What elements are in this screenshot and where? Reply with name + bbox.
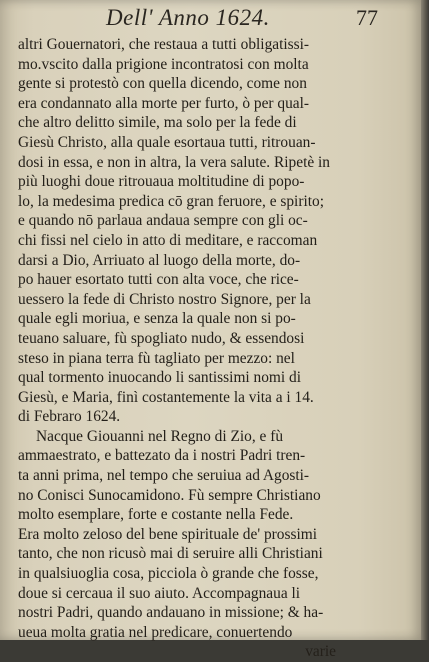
page-edge [421,0,429,640]
text-line: darsi a Dio, Arriuato al luogo della morte, do- [18,251,301,269]
text-line: no Conisci Sunocamidono. Fù sempre Christiano [18,486,321,504]
text-line: era condannato alla morte per furto, ò per qual- [18,94,310,112]
text-line: qual tormento inuocando li santissimi nomi di [18,369,301,387]
paragraph-start-line: Nacque Giouanni nel Regno di Zio, e fù [36,427,284,445]
text-line: altri Gouernatori, che restaua a tutti obligatissi- [18,36,310,53]
text-line: teuano saluare, fù spogliato nudo, & essendosi [18,329,305,347]
text-line: ammaestrato, e battezato da i nostri Padri tren- [18,447,306,465]
text-line: ta anni prima, nel tempo che seruiua ad Agosti- [18,467,310,485]
text-line: molto esemplare, forte e costante nella Fede. [18,506,294,524]
text-line: steso in piana terra fù tagliato per mezzo: nel [18,349,295,367]
text-line: lo, la medesima predica cō gran feruore, e spirito; [18,192,324,210]
text-line: che altro delitto simile, ma solo per la fede di [18,114,297,132]
text-line: po hauer esortato tutti con alta voce, che rice- [18,271,299,289]
text-line: chi fissi nel cielo in atto di meditare, e raccoman [18,231,318,249]
page-number: 77 [356,5,378,30]
text-line: Giesù, e Maria, finì costantemente la vita a i 14. [18,388,314,406]
running-head [96,5,396,33]
text-line: gente si protestò con quella dicendo, come non [18,75,307,93]
running-title: Dell' Anno 1624. [106,5,270,30]
text-line: dosi in essa, e non in altra, la vera salute. Ripetè in [18,153,330,171]
text-line: nostri Padri, quando andauano in missione; & ha- [18,604,324,622]
text-line: e quando nō parlaua andaua sempre con gli oc- [18,212,308,230]
text-line: in qualsiuoglia cosa, picciola ò grande che fosse, [18,565,319,583]
text-line: quale egli moriua, e senza la quale non si po- [18,310,296,328]
text-line: di Febraro 1624. [18,408,121,426]
text-line: uessero la fede di Christo nostro Signore, per la [18,290,311,308]
text-line: ueua molta gratia nel predicare, conuertendo [18,623,293,641]
text-line: mo.vscito dalla prigione incontratosi con molta [18,55,309,73]
text-line: Era molto zeloso del bene spirituale de' prossimi [18,525,317,543]
text-line: doue si cercaua il suo aiuto. Accompagnaua li [18,584,301,602]
catchword: varie [305,643,336,661]
text-line: tanto, che non ricusò mai di seruire alli Christiani [18,545,323,563]
text-line: più luoghi doue ritrouaua moltitudine di popo- [18,173,305,191]
body-text [18,35,336,662]
text-line: Giesù Christo, alla quale esortaua tutti, ritrouan- [18,133,316,151]
